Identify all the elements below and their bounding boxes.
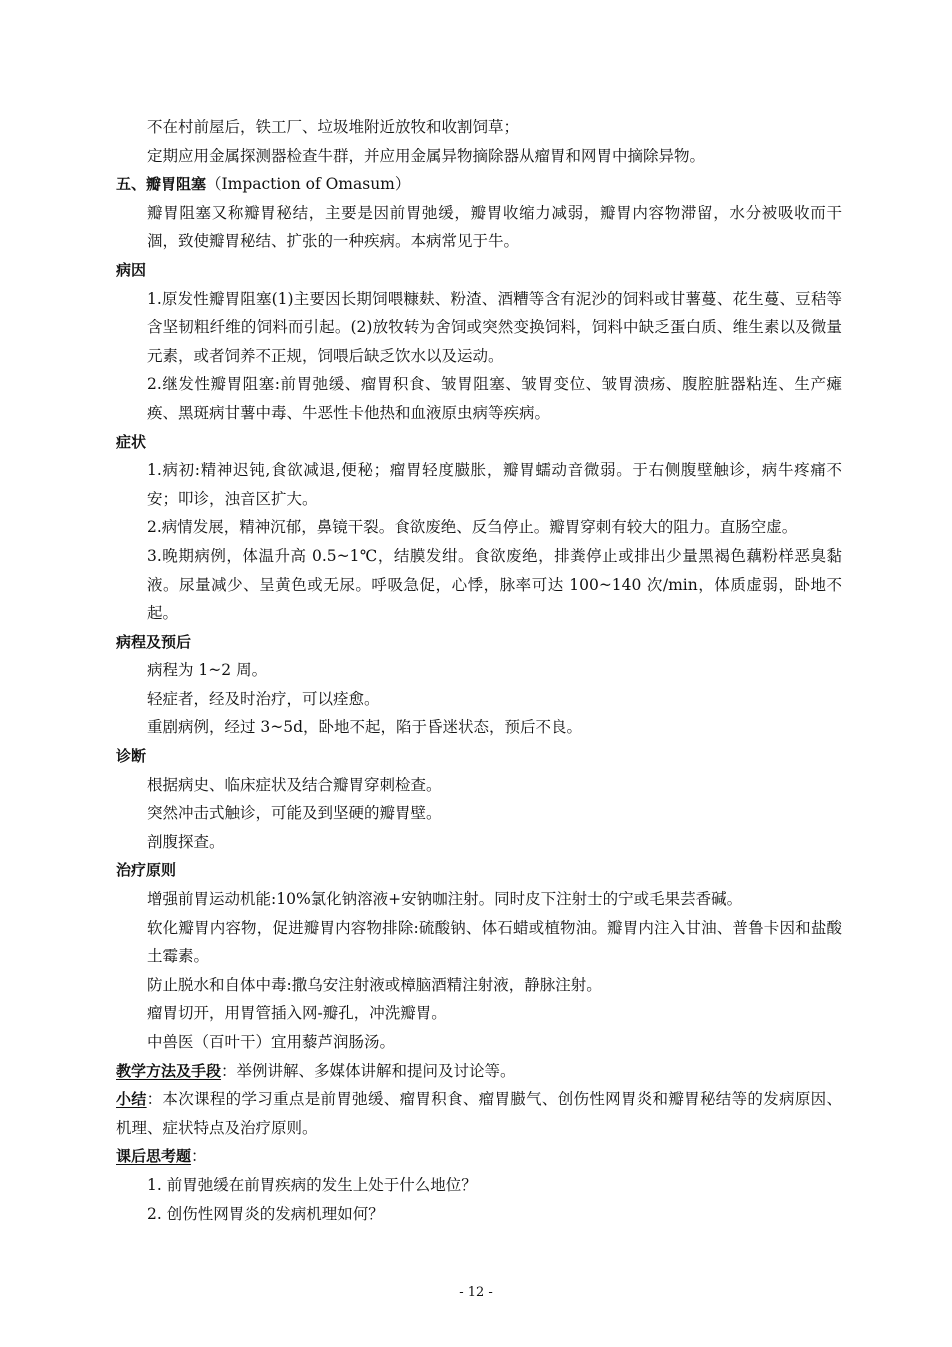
- paragraph-line: [116, 113, 842, 142]
- underlined-heading: 课后思考题: [116, 1147, 192, 1166]
- paragraph-line: [116, 999, 842, 1028]
- document-body: [116, 113, 842, 1228]
- paragraph-text: 1.病初:精神迟钝,食欲减退,便秘；瘤胃轻度臌胀，瓣胃蠕动音微弱。于右侧腹壁触诊，病牛疼痛不安；叩诊，浊音区扩大。: [147, 461, 842, 508]
- page-number: - 12 -: [459, 1285, 493, 1300]
- section-heading: 五、瓣胃阻塞: [116, 175, 207, 194]
- section-heading: 病程及预后: [116, 632, 192, 651]
- paragraph-text: 增强前胃运动机能:10%氯化钠溶液+安钠咖注射。同时皮下注射士的宁或毛果芸香碱。: [147, 890, 743, 909]
- section-heading-line: [116, 1142, 842, 1171]
- paragraph-text: 软化瓣胃内容物，促进瓣胃内容物排除:硫酸钠、体石蜡或植物油。瓣胃内注入甘油、普鲁卡因和盐酸土霉素。: [147, 918, 842, 966]
- paragraph-text: 中兽医（百叶干）宜用藜芦润肠汤。: [147, 1033, 396, 1051]
- paragraph-line: [116, 799, 842, 828]
- paragraph-text: 瘤胃切开，用胃管插入网-瓣孔，冲洗瓣胃。: [147, 1004, 447, 1023]
- paragraph-text: ：: [191, 1147, 207, 1166]
- paragraph-text: 根据病史、临床症状及结合瓣胃穿刺检查。: [147, 775, 442, 794]
- paragraph-line: [116, 542, 842, 628]
- paragraph-text: 重剧病例，经过 3~5d，卧地不起，陷于昏迷状态，预后不良。: [147, 718, 583, 737]
- underlined-heading: 小结: [116, 1090, 147, 1109]
- paragraph-line: [116, 285, 842, 371]
- section-heading: 病因: [116, 260, 147, 279]
- section-heading-line: [116, 428, 842, 457]
- paragraph-line: [116, 914, 842, 971]
- section-heading-line: [116, 170, 842, 199]
- paragraph-text: 突然冲击式触诊，可能及到坚硬的瓣胃壁。: [147, 804, 442, 823]
- underlined-heading: 教学方法及手段: [116, 1061, 222, 1080]
- paragraph-line: [116, 456, 842, 513]
- paragraph-text: 1.原发性瓣胃阻塞(1)主要因长期饲喂糠麸、粉渣、酒糟等含有泥沙的饲料或甘薯蔓、花生蔓、豆秸等含坚韧粗纤维的饲料而引起。(2)放牧转为舍饲或突然变换饲料，饲料中缺乏蛋白质、维生素以及微量元素，或者饲养不正规，饲喂后缺乏饮水以及运动。: [147, 289, 842, 365]
- paragraph-line: [116, 828, 842, 857]
- paragraph-text: 瓣胃阻塞又称瓣胃秘结，主要是因前胃弛缓，瓣胃收缩力减弱，瓣胃内容物滞留，水分被吸收而干涸，致使瓣胃秘结、扩张的一种疾病。本病常见于牛。: [147, 203, 842, 251]
- paragraph-text: ：本次课程的学习重点是前胃弛缓、瘤胃积食、瘤胃臌气、创伤性网胃炎和瓣胃秘结等的发病原因、机理、症状特点及治疗原则。: [116, 1090, 842, 1137]
- paragraph-line: [116, 656, 842, 685]
- paragraph-line: [116, 971, 842, 1000]
- paragraph-text: 防止脱水和自体中毒:撒乌安注射液或樟脑酒精注射液，静脉注射。: [147, 975, 602, 994]
- paragraph-line: [116, 1171, 842, 1200]
- section-heading-line: [116, 628, 842, 657]
- paragraph-text: 1. 前胃弛缓在前胃疾病的发生上处于什么地位？: [147, 1175, 477, 1194]
- paragraph-text: 定期应用金属探测器检查牛群，并应用金属异物摘除器从瘤胃和网胃中摘除异物。: [147, 146, 706, 165]
- paragraph-line: [116, 771, 842, 800]
- paragraph-text: 病程为 1~2 周。: [147, 661, 268, 680]
- section-heading: 症状: [116, 432, 147, 451]
- section-heading: 治疗原则: [116, 861, 177, 880]
- section-heading-line: [116, 1057, 842, 1086]
- paragraph-line: [116, 685, 842, 714]
- paragraph-line: [116, 370, 842, 427]
- section-heading-line: [116, 256, 842, 285]
- paragraph-line: [116, 1028, 842, 1057]
- paragraph-line: [116, 142, 842, 171]
- paragraph-text: （Impaction of Omasum）: [206, 175, 411, 194]
- section-heading: 诊断: [116, 747, 147, 766]
- section-heading-line: [116, 1085, 842, 1142]
- section-heading-line: [116, 856, 842, 885]
- paragraph-text: 2.病情发展，精神沉郁，鼻镜干裂。食欲废绝、反刍停止。瓣胃穿刺有较大的阻力。直肠空虚。: [147, 518, 798, 537]
- paragraph-line: [116, 199, 842, 256]
- paragraph-line: [116, 713, 842, 742]
- paragraph-text: 轻症者，经及时治疗，可以痊愈。: [147, 689, 380, 708]
- paragraph-text: 2.继发性瓣胃阻塞:前胃弛缓、瘤胃积食、皱胃阻塞、皱胃变位、皱胃溃疡、腹腔脏器粘连、生产瘫痪、黑斑病甘薯中毒、牛恶性卡他热和血液原虫病等疾病。: [147, 375, 842, 422]
- paragraph-line: [116, 513, 842, 542]
- paragraph-text: 2. 创伤性网胃炎的发病机理如何？: [147, 1204, 384, 1223]
- paragraph-text: 剖腹探查。: [147, 832, 225, 851]
- paragraph-text: ：举例讲解、多媒体讲解和提问及讨论等。: [221, 1061, 516, 1080]
- paragraph-text: 3.晚期病例，体温升高 0.5~1℃，结膜发绀。食欲废绝，排粪停止或排出少量黑褐色藕粉样恶臭黏液。尿量减少、呈黄色或无尿。呼吸急促，心悸，脉率可达 100~140 次/min，体质虚弱，卧地不起。: [147, 546, 842, 623]
- section-heading-line: [116, 742, 842, 771]
- paragraph-text: 不在村前屋后，铁工厂、垃圾堆附近放牧和收割饲草；: [147, 118, 520, 136]
- paragraph-line: [116, 885, 842, 914]
- paragraph-line: [116, 1200, 842, 1229]
